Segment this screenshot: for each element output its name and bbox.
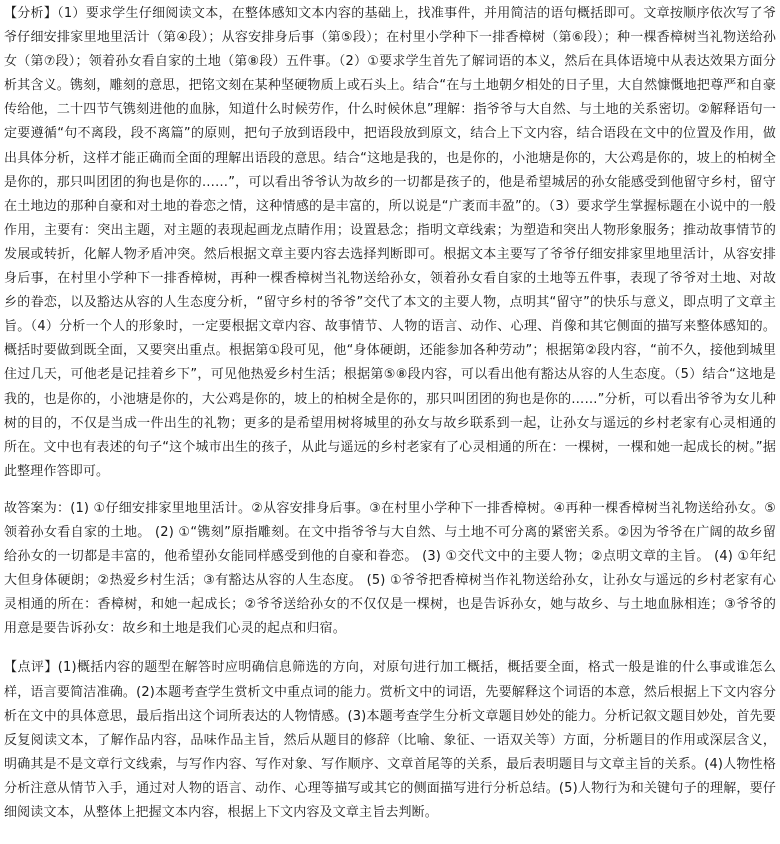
comment-text: (1)概括内容的题型在解答时应明确信息筛选的方向，对原句进行加工概括，概括要全面，格式一般是谁的什么事或谁怎么样，语言要简洁准确。(2)本题考查学生赏析文中重点词的能力。赏析文中的词语，先要解释这个词语的本意，然后根据上下文内容分析在文中的具体意思，最后指出这个词所表达的人物情感。(3)本题考查学生分析文章题目妙处的能力。分析记叙文题目妙处，首先要反复阅读文本，了解作品内容，品味作品主旨，然后从题目的修辞（比喻、象征、一语双关等）方面，分析题目的作用或深层含义，明确其是不是文章行文线索，与写作内容、写作对象、写作顺序、文章首尾等的关系，最后表明题目与文章主旨的关系。(4)人物性格分析注意从情节入手，通过对人物的语言、动作、心理等描写或其它的侧面描写进行分析总结。(5)人物行为和关键句子的理解，要仔细阅读文本，从整体上把握文本内容，根据上下文内容及文章主旨去判断。 [4, 660, 776, 820]
analysis-text: （1）要求学生仔细阅读文本，在整体感知文本内容的基础上，找准事件，并用简洁的语句概括即可。文章按顺序依次写了爷爷仔细安排家里地里活计（第④段）；从容安排身后事（第⑤段）；在村里小学种下一排香樟树（第⑥段）；种一棵香樟树当礼物送给孙女（第⑦段）；领着孙女看自家的土地（第⑧段）五件事。（2）①要求学生首先了解词语的本义，然后在具体语境中从表达效果方面分析其含义。镌刻，雕刻的意思，把铭文刻在某种坚硬物质上或石头上。结合“在与土地朝夕相处的日子里，大自然慷慨地把尊严和自豪传给他，二十四节气镌刻进他的血脉，知道什么时候劳作，什么时候休息”理解：指爷爷与大自然、与土地的关系密切。②解释语句一定要遵循“句不离段，段不离篇”的原则，把句子放到语段中，把语段放到原文，结合上下文内容，结合语段在文中的位置及作用，做出具体分析，这样才能正确而全面的理解出语段的意思。结合“这地是我的，也是你的，小池塘是你的，大公鸡是你的，坡上的柏树全是你的，那只叫团团的狗也是你的……”，可以看出爷爷认为故乡的一切都是孩子的，他是希望城居的孙女能感受到他留守乡村，留守在土地边的那种自豪和对土地的眷恋之情，这种情感的是丰富的，所以说是“广袤而丰盈”的。（3）要求学生掌握标题在小说中的一般作用，主要有：突出主题，对主题的表现起画龙点睛作用；设置悬念；指明文章线索；为塑造和突出人物形象服务；推动故事情节的发展或转折，化解人物矛盾冲突。然后根据文章主要内容去选择判断即可。根据文本主要写了爷爷仔细安排家里地里活计，从容安排身后事，在村里小学种下一排香樟树，再种一棵香樟树当礼物送给孙女，领着孙女看自家的土地等五件事，表现了爷爷对土地、对故乡的眷恋，以及豁达从容的人生态度分析，“留守乡村的爷爷”交代了本文的主要人物，点明其“留守”的快乐与意义，即点明了文章主旨。（4）分析一个人的形象时，一定要根据文章内容、故事情节、人物的语言、动作、心理、肖像和其它侧面的描写来整体感知的。概括时要做到既全面，又要突出重点。根据第①段可见，他“身体硬朗，还能参加各种劳动”；根据第②段内容，“前不久，接他到城里住过几天，可他老是记挂着乡下”，可见他热爱乡村生活；根据第⑤⑧段内容，可以看出他有豁达从容的人生态度。（5）结合“这地是我的，也是你的，小池塘是你的，大公鸡是你的，坡上的柏树全是你的，那只叫团团的狗也是你的……”分析，可以看出爷爷为女儿种树的目的，不仅是当成一件出生的礼物；更多的是希望用树将城里的孙女与故乡联系到一起，让孙女与遥远的乡村老家有心灵相通的所在。文中也有表述的句子“这个城市出生的孩子，从此与遥远的乡村老家有了心灵相通的所在：一棵树，一棵和她一起成长的树。”据此整理作答即可。 [4, 6, 776, 479]
answer-section [4, 497, 776, 642]
analysis-paragraph [4, 2, 776, 484]
comment-section [4, 656, 776, 825]
comment-label: 【点评】 [4, 660, 58, 676]
comment-paragraph [4, 656, 776, 825]
analysis-label: 【分析】 [4, 6, 58, 21]
answer-paragraph: 故答案为：(1) ①仔细安排家里地里活计。②从容安排身后事。③在村里小学种下一排香樟树。④再种一棵香樟树当礼物送给孙女。⑤领着孙女看自家的土地。 (2) ①“镌刻”原指雕刻。在文中指爷爷与大自然、与土地不可分离的紧密关系。②因为爷爷在广阔的故乡留给孙女的一切都是丰富的，他希望孙女能同样感受到他的自豪和眷恋。 (3) ①交代文中的主要人物；②点明文章的主旨。 (4) ①年纪大但身体硬朗；②热爱乡村生活；③有豁达从容的人生态度。 (5) ①爷爷把香樟树当作礼物送给孙女，让孙女与遥远的乡村老家有心灵相通的所在：香樟树，和她一起成长；②爷爷送给孙女的不仅仅是一棵树，也是告诉孙女，她与故乡、与土地血脉相连；③爷爷的用意是要告诉孙女：故乡和土地是我们心灵的起点和归宿。 [4, 500, 776, 637]
analysis-section [4, 2, 776, 484]
